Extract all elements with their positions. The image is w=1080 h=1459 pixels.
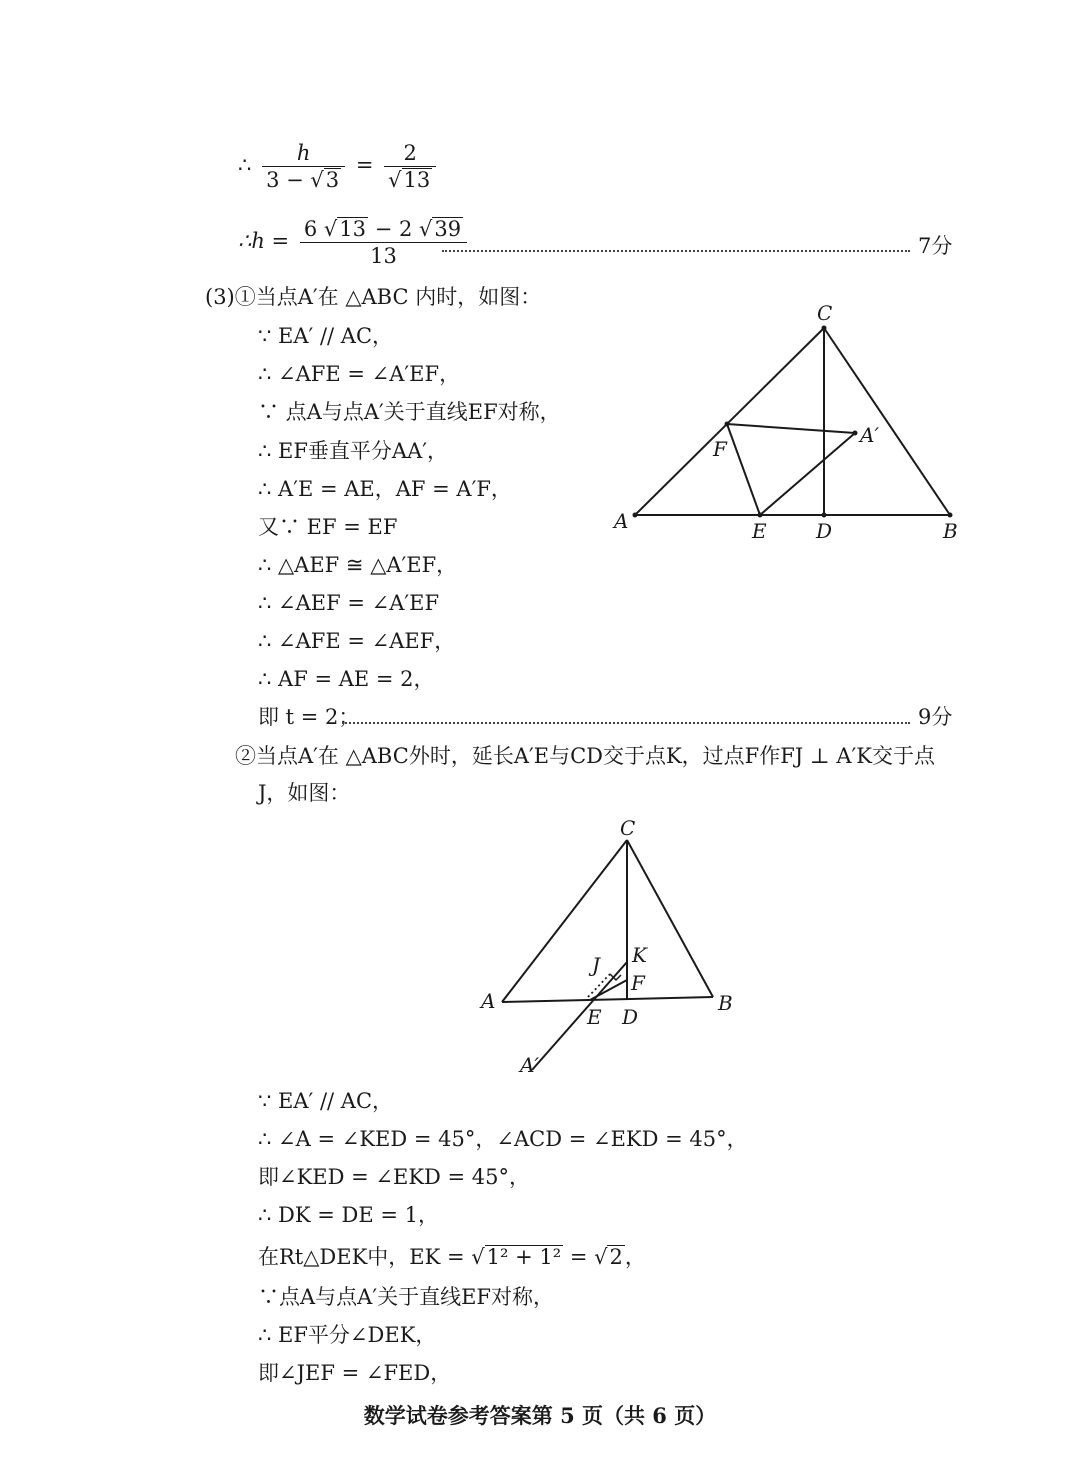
label-K: K (632, 943, 647, 967)
part3b-heading-1: ②当点A′在 △ABC外时，延长A′E与CD交于点K，过点F作FJ ⊥ A′K交于点 (235, 744, 935, 768)
proof-line: 又∵ EF = EF (258, 515, 398, 539)
label-C: C (620, 816, 636, 840)
proof-line: 即∠KED = ∠EKD = 45°， (258, 1165, 531, 1189)
fraction-h-value: $\frac{6 √13 - 2 √39}{13}$ (300, 216, 467, 269)
segment-CB (824, 328, 950, 515)
rt-triangle-line: 在Rt△DEK中，EK = √1² + 1² = √2， (258, 1245, 646, 1269)
point-E (758, 513, 763, 518)
label-F: F (631, 971, 645, 995)
proof-line: ∵ EA′ // AC， (258, 1089, 394, 1113)
label-C: C (817, 301, 833, 325)
proof-line: ∴ ∠AFE = ∠AEF， (258, 629, 456, 653)
label-E: E (752, 519, 767, 543)
segment-AB (502, 997, 713, 1002)
label-A1: A′ (520, 1053, 539, 1077)
proof-line: ∵点A与点A′关于直线EF对称， (258, 1285, 554, 1309)
proof-line: ∵ 点A与点A′关于直线EF对称， (258, 400, 561, 424)
label-A: A (614, 509, 629, 533)
part3-heading: (3)①当点A′在 △ABC 内时，如图： (205, 285, 542, 309)
label-J: J (592, 953, 601, 977)
segment-KA1 (532, 962, 627, 1070)
fraction-2: $\frac{2}{√13}$ (384, 140, 436, 193)
proof-line: ∴ ∠A = ∠KED = 45°，∠ACD = ∠EKD = 45°， (258, 1127, 748, 1151)
proof-line: ∴ ∠AFE = ∠A′EF， (258, 362, 461, 386)
equation-1: ∴ $\frac{h}{3 - √3}$ = $\frac{2}{√13}$ (238, 140, 440, 193)
point-D (822, 513, 827, 518)
score-7: 7分 (918, 234, 953, 258)
figure-1-triangle (600, 298, 980, 548)
leader-dots-9 (342, 722, 910, 724)
segment-AC (635, 328, 824, 515)
label-F: F (713, 437, 727, 461)
label-B: B (718, 991, 733, 1015)
segment-FE (727, 424, 760, 515)
proof-line: ∴ EF平分∠DEK， (258, 1323, 437, 1347)
point-A (633, 513, 638, 518)
proof-line: ∴ EF垂直平分AA′， (258, 439, 449, 463)
label-E: E (587, 1005, 602, 1029)
fraction-h: $\frac{h}{3 - √3}$ (262, 140, 345, 193)
label-B: B (943, 519, 958, 543)
proof-line: ∴ ∠AEF = ∠A′EF (258, 591, 440, 615)
segment-AC (502, 840, 627, 1002)
proof-line: ∴ AF = AE = 2， (258, 667, 435, 691)
point-C (822, 326, 827, 331)
proof-line: ∴ DK = DE = 1， (258, 1203, 439, 1227)
score-9: 9分 (918, 705, 953, 729)
proof-conclusion: 即 t = 2； (258, 705, 360, 729)
equation-2: ∴h = $\frac{6 √13 - 2 √39}{13}$ (238, 216, 471, 269)
label-D: D (816, 519, 833, 543)
point-F (725, 422, 730, 427)
proof-line: ∴ △AEF ≅ △A′EF， (258, 553, 458, 577)
point-B (948, 513, 953, 518)
label-D: D (622, 1005, 639, 1029)
page-footer: 数学试卷参考答案第 5 页（共 6 页） (363, 1403, 717, 1428)
label-A: A (481, 989, 496, 1013)
point-A1 (853, 431, 858, 436)
leader-dots-7 (442, 250, 910, 252)
segment-EA1 (760, 433, 855, 515)
proof-line: 即∠JEF = ∠FED， (258, 1361, 452, 1385)
proof-line: ∵ EA′ // AC， (258, 324, 394, 348)
proof-line: ∴ A′E = AE，AF = A′F， (258, 477, 512, 501)
part3b-heading-2: J，如图： (258, 781, 351, 805)
label-A1: A′ (860, 423, 879, 447)
segment-FA1 (727, 424, 855, 433)
figure-2-triangle (470, 812, 750, 1077)
